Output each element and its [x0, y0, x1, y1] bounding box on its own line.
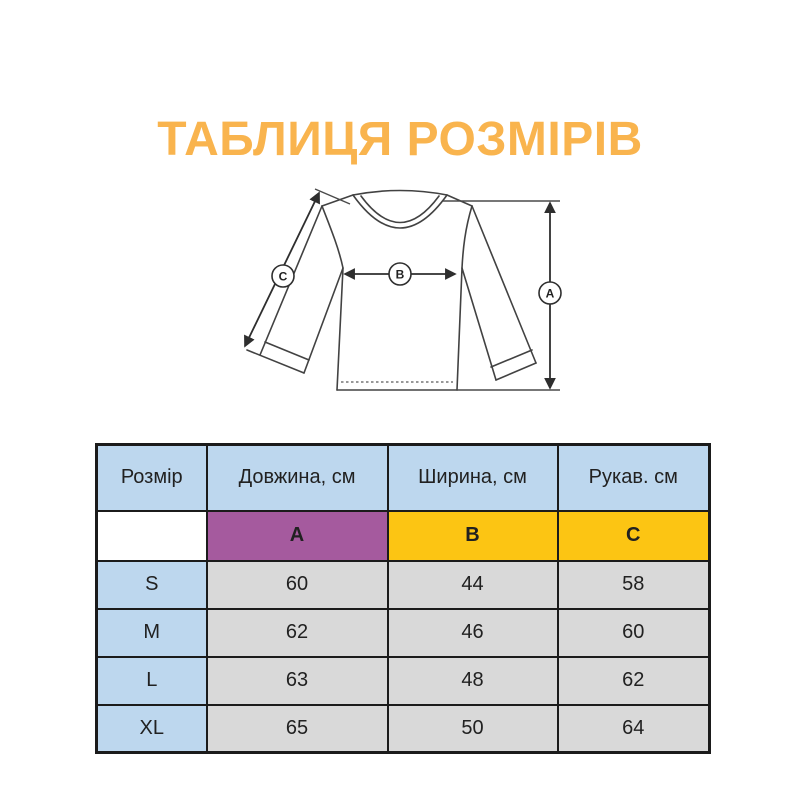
shirt-diagram-graphic: [220, 183, 580, 411]
width-cell: 44: [388, 561, 558, 609]
width-cell: 46: [388, 609, 558, 657]
measure-letter-row: [97, 511, 710, 561]
reference-lines: [315, 189, 560, 390]
length-letter: A: [545, 286, 555, 301]
measure-label-c: [272, 265, 294, 287]
table-row: [97, 561, 710, 609]
measure-empty-cell: [97, 511, 207, 561]
measure-label-a: [539, 282, 561, 304]
measure-c-cell: C: [558, 511, 710, 561]
sleeve-cell: 58: [558, 561, 710, 609]
page-title: ТАБЛИЦЯ РОЗМІРІВ: [157, 113, 643, 166]
sleeve-cell: 62: [558, 657, 710, 705]
column-header-sleeve: Рукав. см: [558, 445, 710, 511]
shirt-outline: [247, 191, 536, 391]
sleeve-letter: C: [278, 269, 288, 284]
table-header-row: [97, 445, 710, 511]
size-cell: M: [97, 609, 207, 657]
table-row: [97, 657, 710, 705]
column-header-size: Розмір: [97, 445, 207, 511]
table-row: [97, 609, 710, 657]
measure-b-cell: B: [388, 511, 558, 561]
width-cell: 50: [388, 705, 558, 753]
width-cell: 48: [388, 657, 558, 705]
length-cell: 62: [207, 609, 388, 657]
table-row: [97, 705, 710, 753]
column-header-length: Довжина, см: [207, 445, 388, 511]
width-letter: B: [395, 267, 405, 282]
length-cell: 65: [207, 705, 388, 753]
size-table: [95, 443, 711, 754]
sleeve-cell: 60: [558, 609, 710, 657]
size-cell: S: [97, 561, 207, 609]
size-cell: XL: [97, 705, 207, 753]
length-cell: 63: [207, 657, 388, 705]
column-header-width: Ширина, см: [388, 445, 558, 511]
length-cell: 60: [207, 561, 388, 609]
size-cell: L: [97, 657, 207, 705]
shirt-measurement-diagram: [220, 183, 580, 411]
measure-label-b: [389, 263, 411, 285]
sleeve-cell: 64: [558, 705, 710, 753]
measure-a-cell: A: [207, 511, 388, 561]
